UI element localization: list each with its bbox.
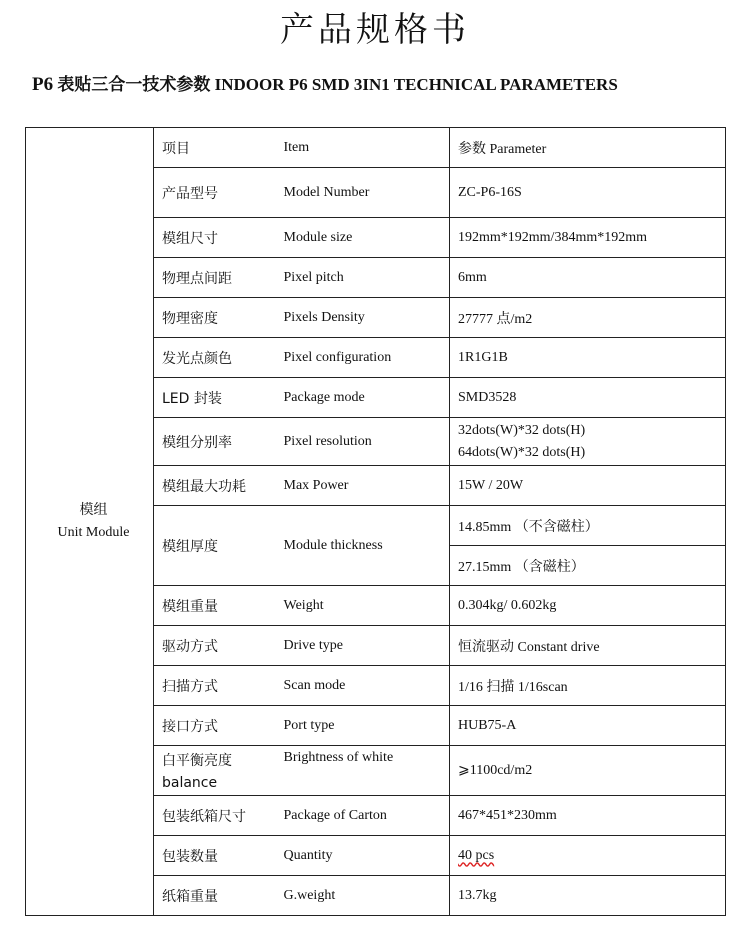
document-subtitle — [32, 70, 618, 96]
row-label-cn: 纸箱重量 — [154, 876, 276, 916]
row-label-en: Port type — [276, 706, 450, 746]
header-item-cn: 项目 — [154, 128, 276, 168]
row-label-en: Brightness of white — [276, 746, 450, 796]
row-value: 恒流驱动 Constant drive — [450, 626, 726, 666]
row-value: 1/16 扫描 1/16scan — [450, 666, 726, 706]
row-label-en: Weight — [276, 586, 450, 626]
row-value: 15W / 20W — [450, 466, 726, 506]
row-label-en: Pixel configuration — [276, 338, 450, 378]
row-value: 13.7kg — [450, 876, 726, 916]
row-label-en: Scan mode — [276, 666, 450, 706]
row-label-en: Quantity — [276, 836, 450, 876]
row-value: 14.85mm （不含磁柱） — [450, 506, 726, 546]
row-label-en: Model Number — [276, 168, 450, 218]
row-value: 6mm — [450, 258, 726, 298]
row-label-en: Module size — [276, 218, 450, 258]
row-label-en: Package of Carton — [276, 796, 450, 836]
row-label-en: Pixel pitch — [276, 258, 450, 298]
subtitle-model: P6 — [32, 74, 54, 95]
row-label-cn: 模组尺寸 — [154, 218, 276, 258]
header-parameter: 参数 Parameter — [450, 128, 726, 168]
row-label-cn-line-2: balance — [162, 775, 218, 791]
row-label-en: Max Power — [276, 466, 450, 506]
row-label-cn: 发光点颜色 — [154, 338, 276, 378]
row-label-en: Drive type — [276, 626, 450, 666]
row-value: ⩾1100cd/m2 — [450, 746, 726, 796]
subtitle-text: 表贴三合一技术参数 INDOOR P6 SMD 3IN1 TECHNICAL PARAMETERS — [53, 75, 618, 94]
table-header-row — [26, 128, 726, 168]
row-value: SMD3528 — [450, 378, 726, 418]
quantity-value: 40 pcs — [458, 847, 495, 863]
row-value: ZC-P6-16S — [450, 168, 726, 218]
header-item-en: Item — [276, 128, 450, 168]
row-label-cn: 扫描方式 — [154, 666, 276, 706]
row-value: 0.304kg/ 0.602kg — [450, 586, 726, 626]
row-label-cn: 产品型号 — [154, 168, 276, 218]
row-value: 467*451*230mm — [450, 796, 726, 836]
row-label-cn: 模组厚度 — [154, 506, 276, 586]
row-label-en: G.weight — [276, 876, 450, 916]
row-label-cn: 物理密度 — [154, 298, 276, 338]
row-label-cn: 物理点间距 — [154, 258, 276, 298]
row-value: 27777 点/m2 — [450, 298, 726, 338]
row-label-en: Package mode — [276, 378, 450, 418]
row-label-cn: 包装数量 — [154, 836, 276, 876]
resolution-line-1: 32dots(W)*32 dots(H) — [458, 422, 586, 438]
row-label-cn: 模组分别率 — [154, 418, 276, 466]
row-label-cn: 接口方式 — [154, 706, 276, 746]
row-value: 192mm*192mm/384mm*192mm — [450, 218, 726, 258]
row-value-2: 27.15mm （含磁柱） — [450, 546, 726, 586]
row-label-cn — [154, 746, 276, 796]
row-value: HUB75-A — [450, 706, 726, 746]
spec-table — [25, 127, 726, 916]
group-label-en: Unit Module — [57, 524, 130, 540]
page-title: 产品规格书 — [280, 10, 470, 50]
row-label-cn: 模组重量 — [154, 586, 276, 626]
row-value: 1R1G1B — [450, 338, 726, 378]
group-label-cn: 模组 — [79, 502, 108, 518]
row-label-cn: 驱动方式 — [154, 626, 276, 666]
row-label-cn-line-1: 白平衡亮度 — [162, 753, 232, 769]
group-cell — [26, 128, 154, 916]
row-label-cn: 模组最大功耗 — [154, 466, 276, 506]
row-value — [450, 418, 726, 466]
row-label-en: Pixels Density — [276, 298, 450, 338]
row-value — [450, 836, 726, 876]
resolution-line-2: 64dots(W)*32 dots(H) — [458, 444, 586, 460]
row-label-cn: LED 封装 — [154, 378, 276, 418]
row-label-en: Module thickness — [276, 506, 450, 586]
row-label-cn: 包装纸箱尺寸 — [154, 796, 276, 836]
row-label-en: Pixel resolution — [276, 418, 450, 466]
